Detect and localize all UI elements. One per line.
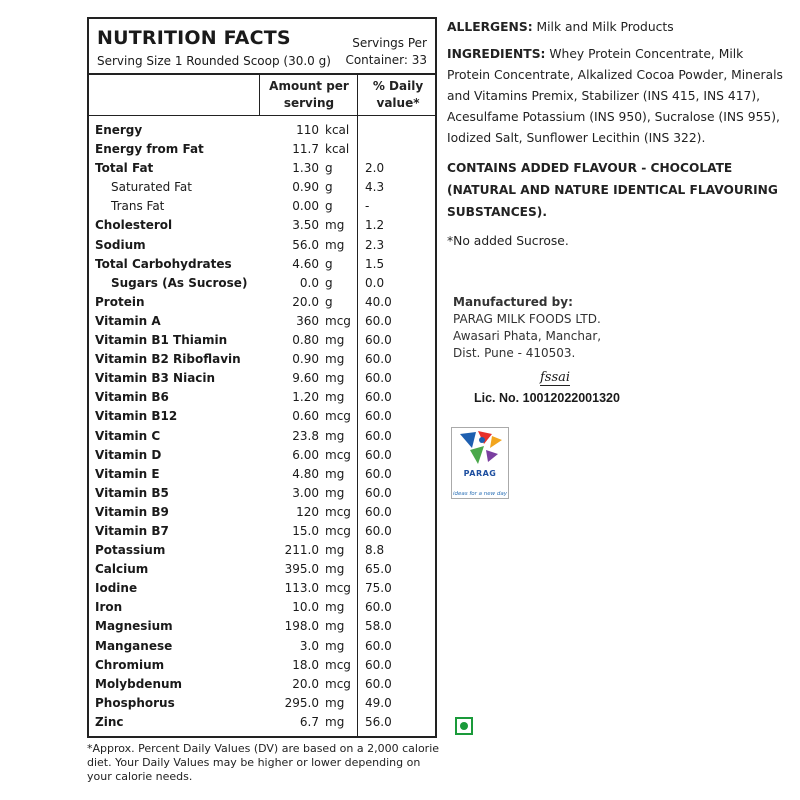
nutrient-name: Total Carbohydrates [95,256,232,271]
manufacturer: Manufactured by: PARAG MILK FOODS LTD. Awasari Phata, Manchar, Dist. Pune - 410503. [453,295,602,360]
nutrient-row [89,312,435,331]
nutrient-unit: mcg [325,504,351,519]
nutrient-value: 20.0 [292,676,319,691]
nutrient-row [89,675,435,694]
nutrient-unit: mcg [325,447,351,462]
nutrient-value: 1.20 [292,390,319,405]
nutrient-name: Vitamin B7 [95,523,169,538]
column-header-daily-value: % Daily value* [372,79,424,110]
nutrient-row [89,541,435,560]
nutrient-row [89,121,435,140]
veg-mark-icon [455,717,473,735]
nutrient-daily-value: 8.8 [365,543,385,558]
nutrient-value: 0.80 [292,333,319,348]
nutrient-row [89,465,435,484]
nutrient-value: 4.60 [292,256,319,271]
nutrient-value: 113.0 [284,581,319,596]
nutrient-value: 198.0 [284,619,319,634]
nutrient-name: Vitamin B5 [95,485,169,500]
nutrient-name: Energy from Fat [95,142,204,157]
license-number: Lic. No. 10012022001320 [474,391,620,405]
nutrient-name: Iodine [95,581,138,596]
nutrient-value: 6.7 [299,714,319,729]
nutrient-unit: mg [325,485,345,500]
nutrient-name: Zinc [95,714,124,729]
nutrient-daily-value: 60.0 [365,409,392,424]
nutrient-value: 20.0 [292,294,319,309]
nutrient-name: Potassium [95,543,166,558]
nutrient-unit: g [325,180,333,195]
nutrient-name: Magnesium [95,619,173,634]
nutrient-row [89,656,435,675]
nutrient-daily-value: 60.0 [365,390,392,405]
nutrient-unit: mcg [325,409,351,424]
nutrient-value: 0.0 [299,275,319,290]
nutrient-value: 3.0 [299,638,319,653]
nutrient-unit: g [325,275,333,290]
nutrient-value: 23.8 [292,428,319,443]
nutrient-daily-value: 60.0 [365,352,392,367]
nutrient-daily-value: 1.2 [365,218,385,233]
nutrient-unit: mg [325,619,345,634]
nutrient-daily-value: 65.0 [365,562,392,577]
ingredients: INGREDIENTS: Whey Protein Concentrate, Milk Protein Concentrate, Alkalized Cocoa Powder, Minerals and Vitamins Premix, Stabilizer (INS 415, INS 417), Acesulfame Potassium (INS 950), Sucralose (INS 955), Iodized Salt, Sunflower Lecithin (INS 322). [447,47,783,145]
nutrient-unit: mg [325,562,345,577]
nutrient-value: 120 [296,504,319,519]
nutrient-name: Vitamin B3 Niacin [95,371,216,386]
nutrient-row [89,637,435,656]
nutrient-name: Sugars (As Sucrose) [111,275,248,290]
nutrient-row [89,274,435,293]
nutrient-value: 56.0 [292,237,319,252]
nutrient-value: 110 [296,123,319,137]
nutrient-row [89,522,435,541]
nutrient-row [89,216,435,235]
nutrient-daily-value: 60.0 [365,428,392,443]
nutrient-name: Calcium [95,562,149,577]
nutrient-unit: g [325,199,333,214]
nutrient-unit: mg [325,371,345,386]
nutrient-daily-value: 60.0 [365,657,392,672]
nutrient-row [89,255,435,274]
nutrient-value: 6.00 [292,447,319,462]
nutrient-daily-value: 75.0 [365,581,392,596]
nutrient-value: 0.60 [292,409,319,424]
nutrient-unit: mg [325,333,345,348]
nutrition-facts-title: NUTRITION FACTS [97,27,291,49]
nutrient-row [89,197,435,216]
nutrient-daily-value: 60.0 [365,371,392,386]
serving-size: Serving Size 1 Rounded Scoop (30.0 g) [97,54,331,68]
nutrient-row [89,598,435,617]
nutrient-row [89,178,435,197]
daily-value-footnote: *Approx. Percent Daily Values (DV) are based on a 2,000 calorie diet. Your Daily Values may be higher or lower depending on your calorie needs. [87,742,440,783]
nutrient-daily-value: 40.0 [365,294,392,309]
nutrient-unit: g [325,294,333,309]
nutrient-row [89,446,435,465]
nutrient-name: Vitamin E [95,466,160,481]
nutrient-name: Vitamin D [95,447,162,462]
nutrient-daily-value: 60.0 [365,638,392,653]
nutrient-unit: mg [325,600,345,615]
nutrient-name: Vitamin A [95,313,161,328]
nutrient-name: Chromium [95,657,165,672]
nutrient-daily-value: 60.0 [365,313,392,328]
nutrient-value: 211.0 [284,543,319,558]
column-divider [259,73,260,116]
flavour-statement: CONTAINS ADDED FLAVOUR - CHOCOLATE (NATURAL AND NATURE IDENTICAL FLAVOURING SUBSTANCES). [447,161,778,219]
nutrient-value: 15.0 [292,523,319,538]
nutrient-name: Cholesterol [95,218,173,233]
nutrient-daily-value: 60.0 [365,485,392,500]
parag-logo-icon [452,428,508,468]
nutrient-daily-value: 60.0 [365,676,392,691]
nutrient-unit: mg [325,695,345,710]
nutrient-name: Vitamin B9 [95,504,169,519]
nutrient-unit: g [325,256,333,271]
column-header-amount: Amount per serving [269,79,349,110]
nutrient-name: Protein [95,294,145,309]
nutrient-value: 10.0 [292,600,319,615]
nutrient-value: 0.90 [292,352,319,367]
nutrient-unit: mcg [325,313,351,328]
nutrient-daily-value: 2.3 [365,237,385,252]
nutrition-facts-panel [87,17,437,738]
nutrient-daily-value: 60.0 [365,333,392,348]
nutrient-daily-value: 58.0 [365,619,392,634]
nutrient-name: Energy [95,123,143,137]
nutrient-row [89,503,435,522]
nutrient-value: 4.80 [292,466,319,481]
nutrient-unit: mg [325,543,345,558]
nutrient-unit: mg [325,428,345,443]
nutrient-unit: mcg [325,657,351,672]
nutrient-daily-value: 2.0 [365,161,385,176]
nutrient-daily-value: 4.3 [365,180,385,195]
nutrient-row [89,331,435,350]
nutrient-daily-value: 60.0 [365,504,392,519]
nutrient-name: Trans Fat [111,199,165,214]
allergens: ALLERGENS: Milk and Milk Products [447,20,674,34]
divider [89,115,435,116]
nutrient-value: 0.00 [292,199,319,214]
servings-per-container: Servings Per Container: 33 [345,36,427,67]
nutrient-name: Total Fat [95,161,154,176]
nutrient-name: Phosphorus [95,695,175,710]
nutrient-name: Molybdenum [95,676,183,691]
nutrient-value: 295.0 [284,695,319,710]
nutrient-row [89,617,435,636]
nutrient-name: Vitamin C [95,428,161,443]
nutrient-value: 0.90 [292,180,319,195]
nutrient-row [89,407,435,426]
nutrient-value: 360 [296,313,319,328]
nutrient-table [89,121,435,732]
nutrient-unit: mg [325,466,345,481]
nutrient-daily-value: 60.0 [365,523,392,538]
nutrient-name: Vitamin B1 Thiamin [95,333,228,348]
nutrient-unit: mg [325,714,345,729]
nutrient-row [89,140,435,159]
nutrient-value: 18.0 [292,657,319,672]
nutrient-unit: mg [325,218,345,233]
nutrient-daily-value: 1.5 [365,256,385,271]
nutrient-row [89,579,435,598]
nutrient-row [89,484,435,503]
nutrient-value: 3.50 [292,218,319,233]
nutrient-row [89,369,435,388]
nutrient-daily-value: 0.0 [365,275,385,290]
nutrient-name: Iron [95,600,123,615]
nutrient-name: Vitamin B12 [95,409,178,424]
nutrient-unit: mg [325,390,345,405]
divider [89,73,435,75]
nutrient-daily-value: 49.0 [365,695,392,710]
fssai-logo: fssai [540,370,571,385]
nutrient-daily-value: 60.0 [365,447,392,462]
nutrient-unit: mcg [325,676,351,691]
nutrient-daily-value: 60.0 [365,466,392,481]
nutrient-row [89,293,435,312]
product-info [447,17,787,260]
nutrient-row [89,159,435,178]
nutrient-unit: kcal [325,142,350,157]
nutrient-name: Saturated Fat [111,180,192,195]
nutrient-name: Manganese [95,638,173,653]
nutrient-row [89,236,435,255]
nutrient-unit: mg [325,237,345,252]
parag-logo: PARAG ideas for a new day [451,427,509,499]
nutrient-value: 1.30 [292,161,319,176]
nutrient-daily-value: - [365,199,370,214]
nutrient-name: Vitamin B6 [95,390,169,405]
no-sucrose-note: *No added Sucrose. [447,234,569,248]
nutrient-row [89,713,435,732]
nutrient-name: Vitamin B2 Riboflavin [95,352,241,367]
nutrient-unit: mg [325,638,345,653]
nutrient-row [89,388,435,407]
nutrient-unit: kcal [325,123,350,137]
nutrient-unit: mg [325,352,345,367]
nutrient-unit: g [325,161,333,176]
nutrient-name: Sodium [95,237,146,252]
nutrient-daily-value: 56.0 [365,714,392,729]
nutrient-row [89,694,435,713]
nutrient-value: 9.60 [292,371,319,386]
nutrient-daily-value: 60.0 [365,600,392,615]
nutrient-unit: mcg [325,523,351,538]
nutrient-row [89,350,435,369]
nutrient-value: 3.00 [292,485,319,500]
nutrient-row [89,427,435,446]
nutrient-value: 395.0 [284,562,319,577]
nutrient-unit: mcg [325,581,351,596]
nutrient-row [89,560,435,579]
nutrient-value: 11.7 [292,142,319,157]
